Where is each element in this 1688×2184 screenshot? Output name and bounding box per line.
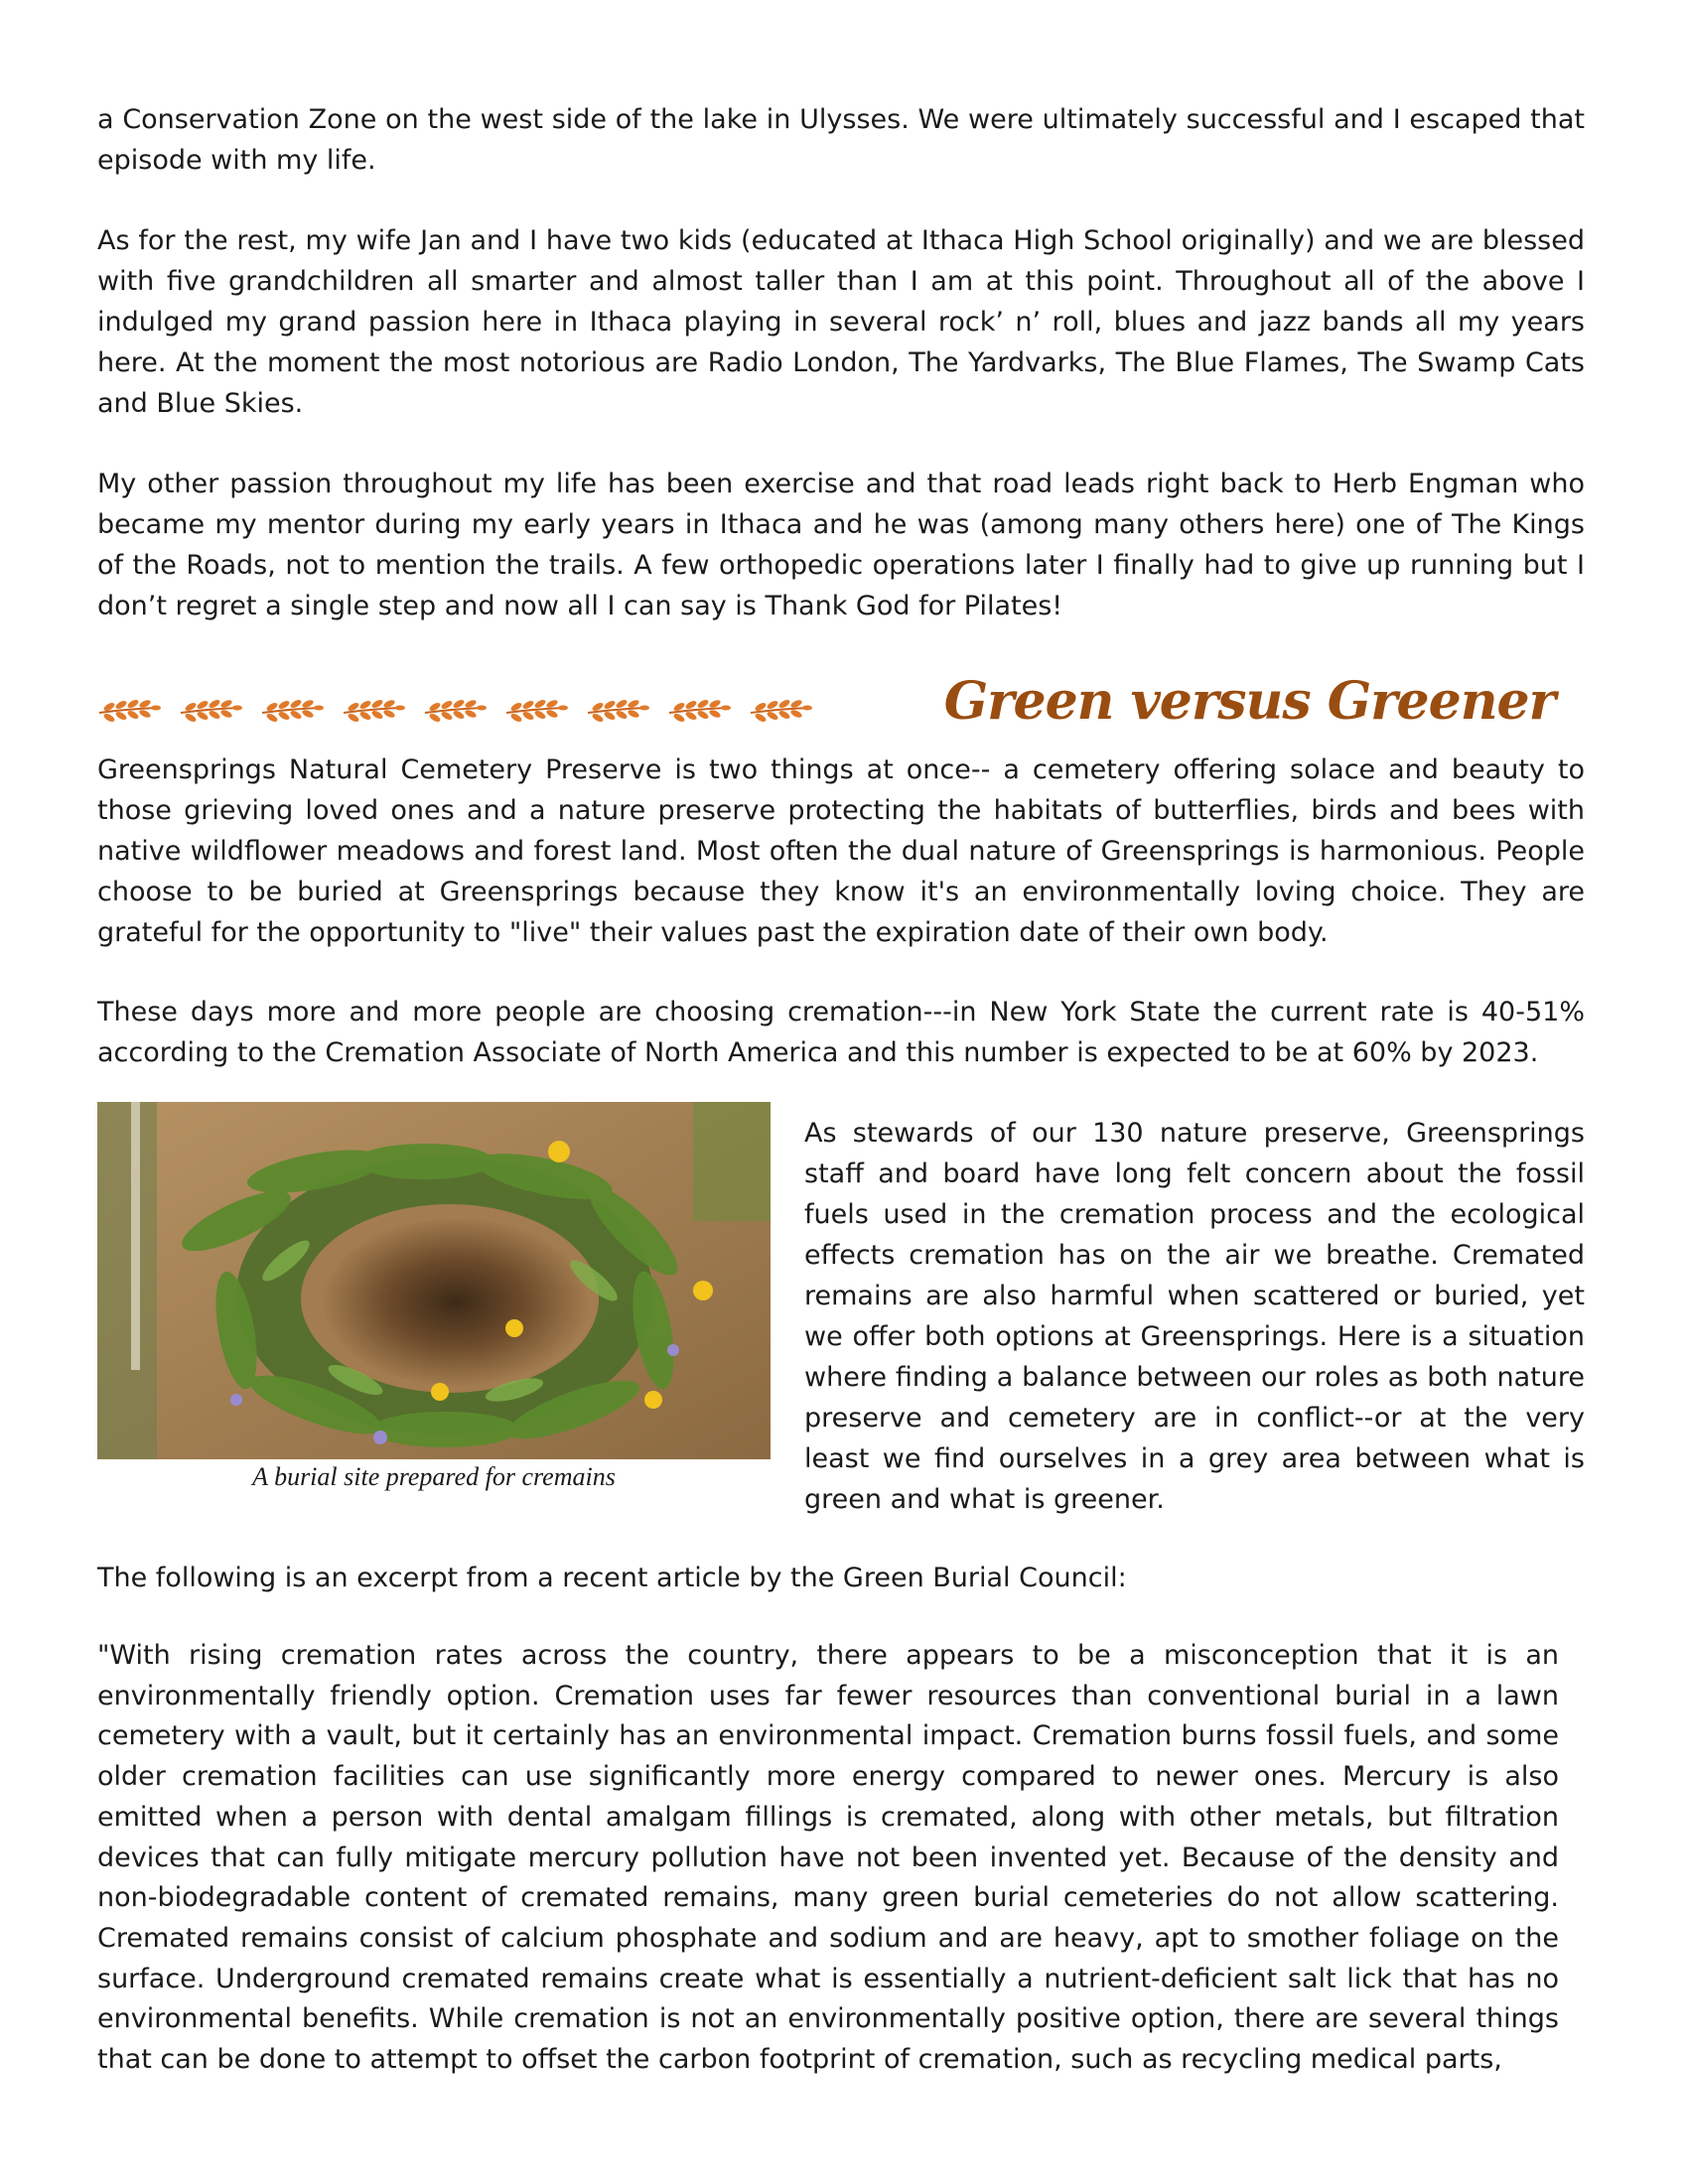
intro-paragraph-1: a Conservation Zone on the west side of the lake in Ulysses. We were ultimately successful and I escaped that episode with my life. <box>97 104 1585 176</box>
wheat-sprig-icon <box>342 695 405 725</box>
intro-paragraph-2: As for the rest, my wife Jan and I have two kids (educated at Ithaca High School originally) and we are blessed with five grandchildren all smarter and almost taller than I am at this point. Throughout all of the above I indulged my grand passion here in Ithaca playing in several rock’ n’ roll, blues and jazz bands all my years here. At the moment the most notorious are Radio London, The Yardvarks, The Blue Flames, The Swamp Cats and Blue Skies. <box>97 225 1585 419</box>
section-paragraph-1: Greensprings Natural Cemetery Preserve is two things at once-- a cemetery offering solace and beauty to those grieving loved ones and a nature preserve protecting the habitats of butterflies, birds and bees with native wildflower meadows and forest land. Most often the dual nature of Greensprings is harmonious. People choose to be buried at Greensprings because they know it's an environmentally loving choice. They are grateful for the opportunity to "live" their values past the expiration date of their own body. <box>97 754 1585 948</box>
photo-caption: A burial site prepared for cremains <box>252 1462 616 1491</box>
wheat-sprig-icon <box>504 695 568 725</box>
wheat-divider <box>97 695 832 725</box>
wheat-sprig-icon <box>667 695 731 725</box>
green-burial-council-quote: "With rising cremation rates across the country, there appears to be a misconception that it is an environmentally friendly option. Cremation uses far fewer resources than conventional burial in a lawn cemetery with a vault, but it certainly has an environmental impact. Cremation burns fossil fuels, and some older cremation facilities can use significantly more energy compared to newer ones. Mercury is also emitted when a person with dental amalgam fillings is cremated, along with other metals, but filtration devices that can fully mitigate mercury pollution have not been invented yet. Because of the density and non-biodegradable content of cremated remains, many green burial cemeteries do not allow scattering. Cremated remains consist of calcium phosphate and sodium and are heavy, apt to smother foliage on the surface. Underground cremated remains create what is essentially a nutrient-deficient salt lick that has no environmental benefits. While cremation is not an environmentally positive option, there are several things that can be done to attempt to offset the carbon footprint of cremation, such as recycling medical parts, <box>97 1640 1559 2076</box>
burial-site-photo <box>97 1102 771 1459</box>
section-heading <box>97 667 1585 747</box>
wheat-sprig-icon <box>260 695 324 725</box>
wheat-sprig-icon <box>97 695 161 725</box>
wheat-sprig-icon <box>179 695 242 725</box>
intro-paragraph-3: My other passion throughout my life has been exercise and that road leads right back to Herb Engman who became my mentor during my early years in Ithaca and he was (among many others here) one of The Kings of the Roads, not to mention the trails. A few orthopedic operations later I finally had to give up running but I don’t regret a single step and now all I can say is Thank God for Pilates! <box>97 469 1585 621</box>
excerpt-intro: The following is an excerpt from a recent article by the Green Burial Council: <box>97 1563 1127 1593</box>
wheat-sprig-icon <box>423 695 487 725</box>
wheat-sprig-icon <box>749 695 812 725</box>
stewards-paragraph: As stewards of our 130 nature preserve, Greensprings staff and board have long felt concern about the fossil fuels used in the cremation process and the ecological effects cremation has on the air we breathe. Cremated remains are also harmful when scattered or buried, yet we offer both options at Greensprings. Here is a situation where finding a balance between our roles as both nature preserve and cemetery are in conflict--or at the very least we find ourselves in a grey area between what is green and what is greener. <box>804 1118 1585 1515</box>
wheat-sprig-icon <box>586 695 649 725</box>
section-title: Green versus Greener <box>943 671 1555 732</box>
section-paragraph-2: These days more and more people are choosing cremation---in New York State the current rate is 40-51% according to the Cremation Associate of North America and this number is expected to be at 60% by 2023. <box>97 997 1585 1068</box>
